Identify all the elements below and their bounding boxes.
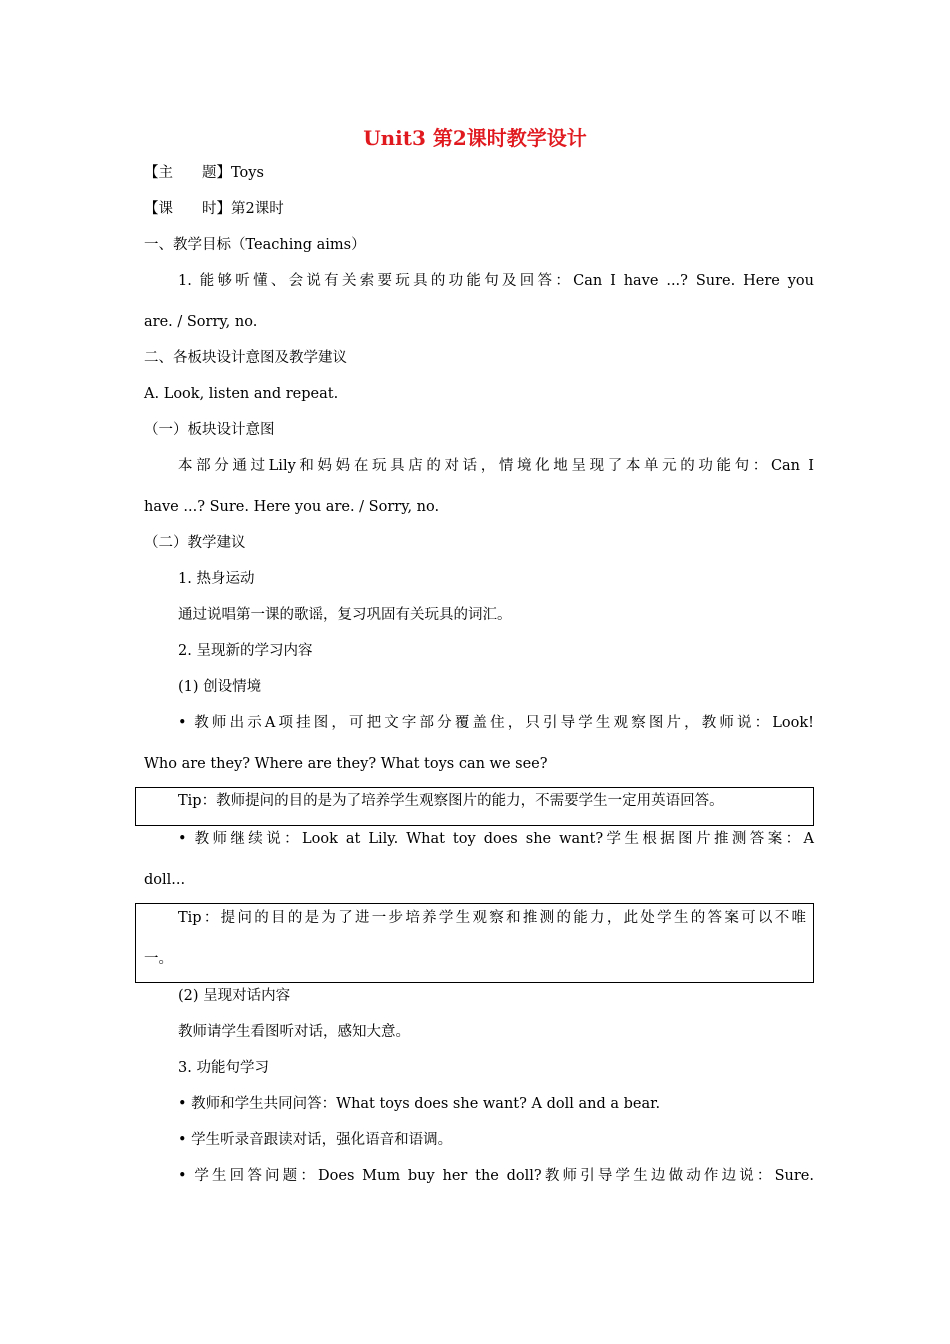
step1-heading: 1. 热身运动: [178, 571, 255, 587]
tip2-line1: Tip：提问的目的是为了进一步培养学生观察和推测的能力，此处学生的答案可以不唯: [178, 910, 806, 926]
step2-sub1: (1) 创设情境: [178, 679, 262, 695]
section1-heading: 一、教学目标（Teaching aims）: [144, 237, 366, 253]
bullet1-line1: • 教师出示A项挂图，可把文字部分覆盖住，只引导学生观察图片，教师说：Look!: [178, 715, 814, 731]
partA-heading: A. Look, listen and repeat.: [144, 386, 339, 402]
aim1-line1: 1. 能够听懂、会说有关索要玩具的功能句及回答：Can I have ...? Sure. Here you: [178, 273, 814, 289]
sub2-heading: （二）教学建议: [144, 535, 246, 551]
sub1-heading: （一）板块设计意图: [144, 422, 275, 438]
sub1-para-line1: 本部分通过Lily和妈妈在玩具店的对话，情境化地呈现了本单元的功能句：Can I: [178, 458, 814, 474]
step2-sub2-text: 教师请学生看图听对话，感知大意。: [178, 1024, 410, 1040]
bullet4: • 学生听录音跟读对话，强化语音和语调。: [178, 1132, 453, 1148]
step2-heading: 2. 呈现新的学习内容: [178, 643, 313, 659]
bullet1-line2: Who are they? Where are they? What toys can we see?: [144, 756, 548, 772]
bullet5: • 学生回答问题：Does Mum buy her the doll?教师引导学生边做动作边说：Sure.: [178, 1168, 814, 1184]
step1-text: 通过说唱第一课的歌谣，复习巩固有关玩具的词汇。: [178, 607, 512, 623]
tip-box-2: [135, 903, 814, 983]
sub1-para-line2: have ...? Sure. Here you are. / Sorry, no.: [144, 499, 440, 515]
bullet2-line1: • 教师继续说：Look at Lily. What toy does she want?学生根据图片推测答案：A: [178, 831, 814, 847]
bullet3: • 教师和学生共同问答：What toys does she want? A doll and a bear.: [178, 1096, 661, 1112]
aim1-line2: are. / Sorry, no.: [144, 314, 258, 330]
tip1-text: Tip：教师提问的目的是为了培养学生观察图片的能力，不需要学生一定用英语回答。: [178, 793, 724, 809]
step3-heading: 3. 功能句学习: [178, 1060, 269, 1076]
step2-sub2: (2) 呈现对话内容: [178, 988, 291, 1004]
topic-line: 【主 题】Toys: [144, 165, 264, 181]
period-line: 【课 时】第2课时: [144, 201, 284, 217]
tip-box-1: [135, 787, 814, 826]
document-title: Unit3 第2课时教学设计: [363, 126, 587, 150]
bullet2-line2: doll...: [144, 872, 186, 888]
section2-heading: 二、各板块设计意图及教学建议: [144, 350, 347, 366]
tip2-line2: 一。: [144, 951, 173, 967]
